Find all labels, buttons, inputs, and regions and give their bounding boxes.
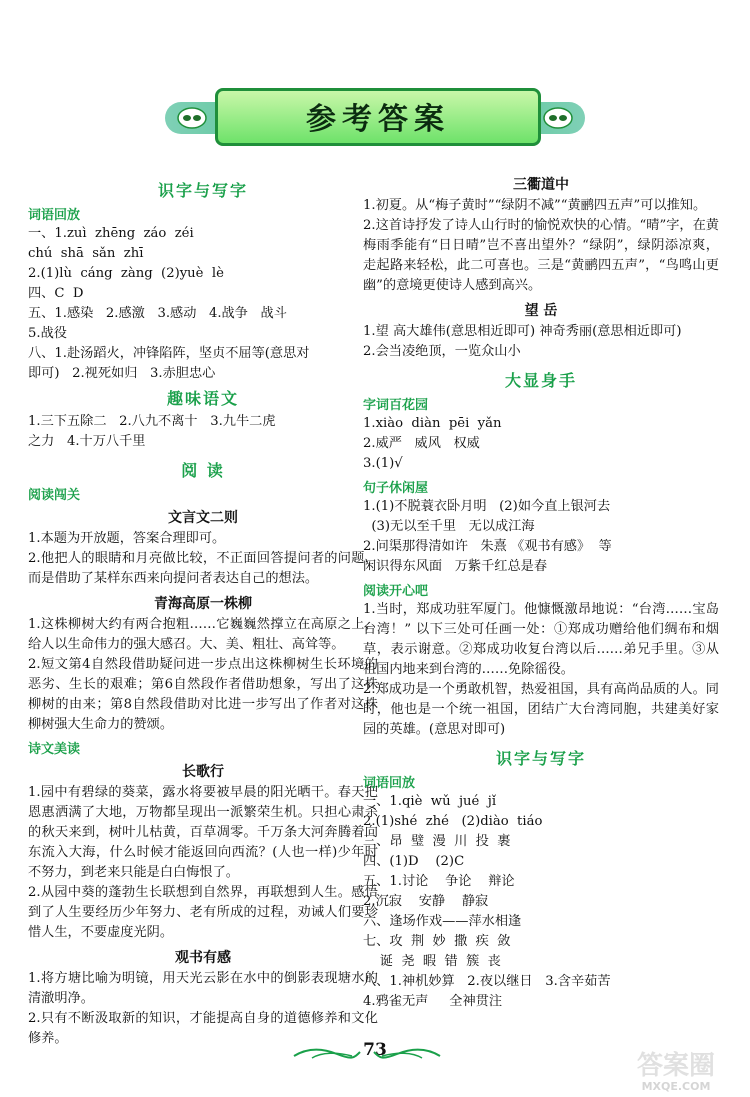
answer-line: 2.(1)lù cáng zàng (2)yuè lè [28,266,224,281]
answer-paragraph: 1.当时，郑成功驻军厦门。他慷慨激昂地说：“台湾……宝岛台湾！” 以下三处可任画一处：①郑成功赠给他们绸布和烟草，表示谢意。②郑成功收复台湾以后……弟兄手里。③从祖国内地来到台湾的……免除徭役。 [363,602,719,677]
subsection-title: 阅读闯关 [28,488,81,503]
answer-line: 八、1.神机妙算 2.夜以继日 3.含辛茹苦 [363,974,611,989]
section-title: 识字与写字 [495,749,586,768]
sunglasses-icon [177,106,207,130]
page-title: 参考答案 [306,102,450,137]
subsection-title: 词语回放 [363,776,416,791]
answer-line: 一、1.zuì zhēng záo zéi [28,226,194,241]
subsection-title: 字词百花园 [363,398,429,413]
answer-paragraph: 2.这首诗抒发了诗人山行时的愉悦欢快的心情。“晴”字，在黄梅雨季能有“日日晴”岂不喜出望外？“绿阴”，绿阴添凉爽，走起路来轻松，此二可喜也。三是“黄鹂四五声”，“鸟鸣山更幽”的意境更使诗人感到高兴。 [363,218,719,293]
answer-line: 七、攻 荆 妙 撒 疾 敛 [363,934,511,949]
article-title: 长歌行 [182,764,224,780]
answer-line: 四、C D [28,286,84,301]
watermark-logo: 答案圈 [636,1051,715,1081]
subsection-title: 诗文美读 [28,742,81,757]
answer-paragraph: 1.初夏。从“梅子黄时”“绿阴不减”“黄鹂四五声”可以推知。 [363,198,707,213]
subsection-title: 词语回放 [28,208,81,223]
answer-line: 诞 尧 暇 错 簇 丧 [363,954,501,969]
answer-line: 四、(1)D (2)C [363,854,465,869]
answer-line: 2.沉寂 安静 静寂 [363,894,489,909]
answer-line: 4.鸦雀无声 全神贯注 [363,994,503,1009]
answer-line: 五、1.感染 2.感激 3.感动 4.战争 战斗 [28,306,287,321]
answer-line: 六、逢场作戏——萍水相逢 [363,914,522,929]
answer-line: 2.问渠那得清如许 朱熹 《观书有感》 等 [363,539,612,554]
page-number: 73 [363,1040,387,1060]
answer-line: 1.三下五除二 2.八九不离十 3.九牛二虎 [28,414,276,429]
answer-line: 五、1.讨论 争论 辩论 [363,874,515,889]
sunglasses-icon [543,106,573,130]
answer-line: 1.xiào diàn pēi yǎn [363,416,502,431]
answer-line: 2.威严 威风 权威 [363,436,480,451]
watermark-url: MXQE.COM [641,1080,711,1093]
answer-line: chú shā sǎn zhī [28,246,144,261]
article-title: 观书有感 [175,950,231,966]
answer-line: 5.战役 [28,326,67,341]
answer-line: 八、1.赴汤蹈火，冲锋陷阵，坚贞不屈等(意思对 [28,346,310,361]
answer-line: 3.(1)√ [363,456,403,471]
subsection-title: 句子休闲屋 [363,481,429,496]
answer-paragraph: 2.只有不断汲取新的知识，才能提高自身的道德修养和文化修养。 [28,1011,378,1046]
watermark [606,1052,746,1096]
answer-paragraph: 1.园中有碧绿的葵菜，露水将要被早晨的阳光晒干。春天把恩惠洒满了大地，万物都呈现出一派繁荣生机。只担心肃杀的秋天来到，树叶儿枯黄，百草凋零。千万条大河奔腾着向东流入大海，什么时候才能返回向西流？(人也一样)少年时不努力，到老来只能是白白悔恨了。 [28,785,378,880]
swirl-ornament-icon [372,1046,442,1060]
left-column [28,172,378,1049]
answer-line: 1.(1)不脱蓑衣卧月明 (2)如今直上银河去 [363,499,611,514]
answer-paragraph: 2.从园中葵的蓬勃生长联想到自然界，再联想到人生。感悟到了人生要经历少年努力、老有所成的过程，劝诫人们要珍惜人生，不要虚度光阴。 [28,885,378,940]
article-title: 望 岳 [524,303,558,319]
answer-paragraph: 1.这株柳树大约有两合抱粗……它巍巍然撑立在高原之上，给人以生命伟力的强大感召。大、美、粗壮、高耸等。 [28,617,378,652]
answer-paragraph: 2.郑成功是一个勇敢机智，热爱祖国，具有高尚品质的人。同时，他也是一个统一祖国，团结广大台湾同胞，共建美好家园的英雄。(意思对即可) [363,682,719,737]
answer-paragraph: 1.望 高大雄伟(意思相近即可) 神奇秀丽(意思相近即可) [363,324,682,339]
answer-paragraph: 2.短文第4自然段借助疑问进一步点出这株柳树生长环境的恶劣、生长的艰难；第6自然段作者借助想象，写出了这株柳树的由来；第8自然段借助对比进一步写出了作者对这株柳树强大生命力的赞颂。 [28,657,378,732]
article-title: 青海高原一株柳 [154,596,252,612]
answer-line: 三、昂 璧 漫 川 投 裹 [363,834,511,849]
answer-paragraph: 1.本题为开放题，答案合理即可。 [28,531,226,546]
answer-line: 一、1.qiè wǔ jué jǐ [363,794,497,809]
answer-paragraph: 1.将方塘比喻为明镜，用天光云影在水中的倒影表现塘水的清澈明净。 [28,971,378,1006]
section-title: 阅 读 [181,461,225,480]
answer-paragraph: 2.他把人的眼睛和月亮做比较，不正面回答提问者的问题，而是借助了某样东西来向提问者表达自己的想法。 [28,551,378,586]
answer-line: 闲识得东风面 万紫千红总是春 [363,559,548,574]
header-banner [165,88,585,146]
answer-line: 即可) 2.视死如归 3.赤胆忠心 [28,366,216,381]
subsection-title: 阅读开心吧 [363,584,429,599]
right-column [363,172,719,1012]
answer-paragraph: 2.会当凌绝顶，一览众山小 [363,344,521,359]
article-title: 三衢道中 [513,177,569,193]
article-title: 文言文二则 [168,510,238,526]
section-title: 大显身手 [504,371,577,390]
section-title: 趣味语文 [166,389,239,408]
answer-line: 2.(1)shé zhé (2)diào tiáo [363,814,543,829]
section-title: 识字与写字 [157,181,248,200]
answer-line: (3)无以至千里 无以成江海 [363,519,535,534]
answer-line: 之力 4.十万八千里 [28,434,146,449]
